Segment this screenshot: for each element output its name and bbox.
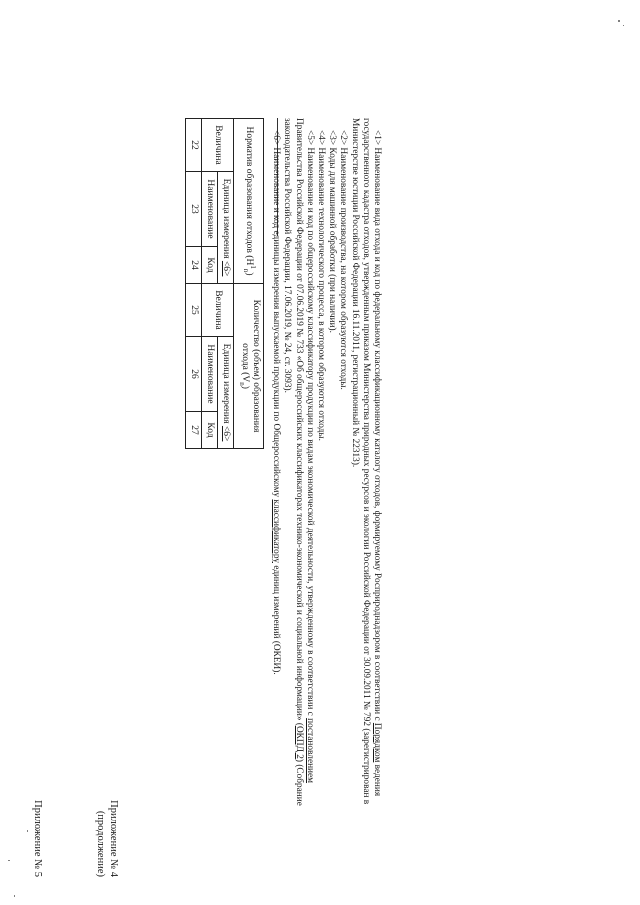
footnote-5-okpd-link[interactable]: ОКПД 2 (293, 725, 304, 759)
amount-group-header (234, 284, 264, 449)
scan-speck (8, 860, 10, 861)
norm-group-header (234, 119, 264, 284)
footnote-1-text: <1> Наименование вида отхода и код по федеральному классификационному каталогу отходов, формируемому Росприроднадзором в соответствии с (372, 130, 382, 723)
norm-symbol-sub: n (241, 268, 250, 273)
scan-speck (14, 895, 15, 897)
column-number: 25 (186, 284, 202, 337)
norm-unit-header (218, 172, 234, 284)
amount-unit-label: Единица измерения (221, 343, 232, 424)
appendix-5-header (31, 800, 44, 877)
amount-unit-header (218, 337, 234, 449)
amount-symbol-sub: n (238, 382, 247, 386)
column-number: 23 (186, 172, 202, 247)
amount-title-close: ) (240, 385, 250, 389)
norm-title-close: ) (243, 272, 254, 276)
footnote-1-link[interactable]: Порядком (372, 722, 382, 763)
norm-title-text: Норматив образования отходов ( (243, 126, 254, 259)
footnote-6-text-cont: единиц измерений (ОКЕИ). (271, 563, 282, 675)
footnote-5-text: <5> Наименование и код по общероссийскому классификатору продукции по видам экономической деятельности, утвержденному в соответствии с (304, 130, 315, 719)
appendix-5-title: Приложение № 5 (32, 800, 43, 877)
norm-value-header: Величина (202, 119, 234, 172)
footnote-1 (348, 118, 382, 808)
column-number: 26 (186, 337, 202, 412)
footnote-5-decree-link[interactable]: постановлением (304, 718, 315, 784)
amount-title-text: Количество (объем) образования отхода ( (240, 299, 261, 433)
norm-symbol-sup: 1 (248, 265, 257, 269)
amount-unit-code-header: Код (202, 412, 218, 449)
scan-speck (623, 25, 624, 26)
amount-value-header: Величина (202, 284, 234, 337)
footnote-2: <2> Наименование производства, на котором образуются отходы. (338, 130, 349, 390)
footnote-4: <4> Наименование технологического процесса, в котором образуются отходы. (315, 130, 326, 441)
footnote-6-text: <6> Наименование и код единицы измерения выпускаемой продукции по Общероссийскому (271, 130, 282, 500)
norm-unit-ref-link[interactable]: <6> (221, 260, 232, 277)
column-number-row (186, 119, 202, 449)
norm-symbol: Н (243, 258, 254, 266)
norm-unit-name-header: Наименование (202, 172, 218, 247)
amount-unit-ref-link[interactable]: <6> (221, 425, 232, 442)
footnote-5-text-end: ) (Собрание законодательства Российской Федерации, 17.06.2019, № 24, ст. 3093). (282, 118, 304, 806)
footnote-5 (281, 118, 315, 808)
footnote-6-link[interactable]: классификатору (271, 499, 282, 563)
footnote-3: <3> Коды для машинной обработки (при наличии). (327, 130, 338, 333)
appendix-4-title: Приложение № 4 (108, 800, 119, 877)
footnotes-block (270, 118, 382, 808)
footnote-1-text-cont: ведения государственного кадастра отходов, утвержденным приказом Министерства природных ресурсов и экологии Российской Федерации от 30.09.2011 № 792 (зарегистрирован в Министерстве юстиции Российской Федерации 16.11.2011, регистрационный № 22313). (349, 118, 382, 805)
column-number: 24 (186, 247, 202, 284)
amount-unit-name-header: Наименование (202, 337, 218, 412)
waste-norms-table (185, 118, 264, 449)
column-number: 22 (186, 119, 202, 172)
footnote-6 (270, 118, 281, 808)
column-number: 27 (186, 412, 202, 449)
appendix-4-header (94, 800, 120, 877)
scan-speck (27, 830, 28, 832)
footnote-5-text-cont: Правительства Российской Федерации от 07.06.2019 № 733 «Об общероссийских классификаторах технико-экономической и социальной информации» ( (293, 118, 304, 726)
norm-unit-code-header: Код (202, 247, 218, 284)
scan-speck (618, 20, 620, 22)
norm-unit-label: Единица измерения (221, 178, 232, 259)
appendix-4-continuation: (продолжение) (95, 810, 106, 877)
amount-symbol: V (240, 375, 250, 383)
